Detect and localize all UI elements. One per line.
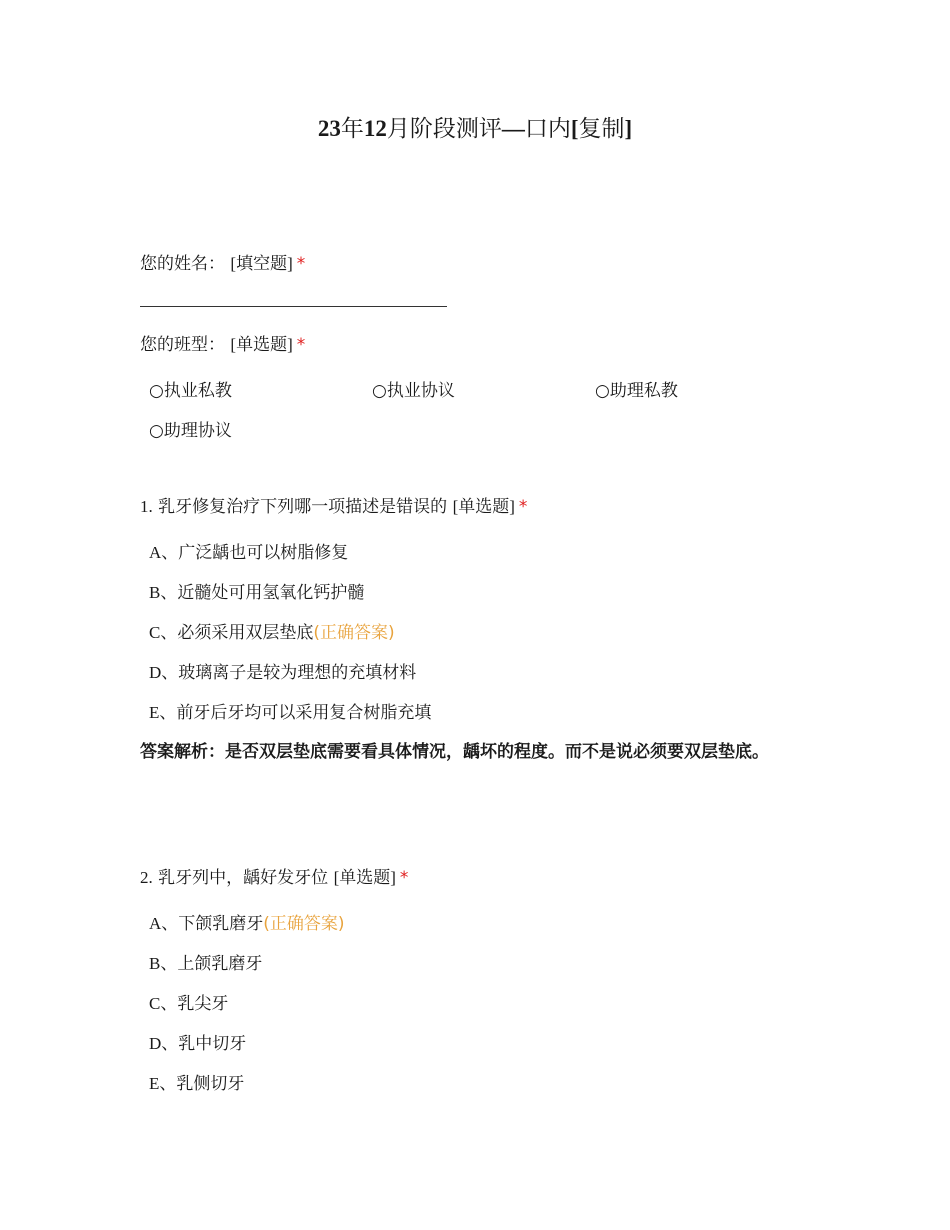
correct-answer-mark: (正确答案) [263,914,345,934]
page-title: 23年12月阶段测评—口内[复制] [317,116,633,141]
required-mark: * [399,868,409,888]
required-mark: * [296,335,306,355]
question-1-option-c[interactable]: C、必须采用双层垫底(正确答案) [149,623,395,643]
class-question-label: 您的班型： [单选题] * [140,335,306,355]
class-option-1[interactable]: ○执业私教 [149,381,232,401]
class-option-3[interactable]: ○助理私教 [595,381,678,401]
question-1-title: 1. 乳牙修复治疗下列哪一项描述是错误的 [单选题] * [140,497,528,517]
question-2-option-a[interactable]: A、下颌乳磨牙(正确答案) [149,914,345,934]
correct-answer-mark: (正确答案) [313,623,395,643]
required-mark: * [518,497,528,517]
name-input-line[interactable] [140,306,447,307]
question-1-option-d[interactable]: D、玻璃离子是较为理想的充填材料 [149,663,417,683]
question-1-analysis: 答案解析：是否双层垫底需要看具体情况，龋坏的程度。而不是说必须要双层垫底。 [140,742,769,762]
question-2-title: 2. 乳牙列中，龋好发牙位 [单选题] * [140,868,409,888]
name-question-label: 您的姓名： [填空题] * [140,254,306,274]
question-2-option-c[interactable]: C、乳尖牙 [149,994,229,1014]
question-2-option-e[interactable]: E、乳侧切牙 [149,1074,245,1094]
question-1-option-e[interactable]: E、前牙后牙均可以采用复合树脂充填 [149,703,432,723]
question-2-option-b[interactable]: B、上颌乳磨牙 [149,954,263,974]
question-2-option-d[interactable]: D、乳中切牙 [149,1034,247,1054]
class-option-2[interactable]: ○执业协议 [372,381,455,401]
class-option-4[interactable]: ○助理协议 [149,421,232,441]
question-1-option-a[interactable]: A、广泛龋也可以树脂修复 [149,543,349,563]
question-1-option-b[interactable]: B、近髓处可用氢氧化钙护髓 [149,583,365,603]
required-mark: * [296,254,306,274]
